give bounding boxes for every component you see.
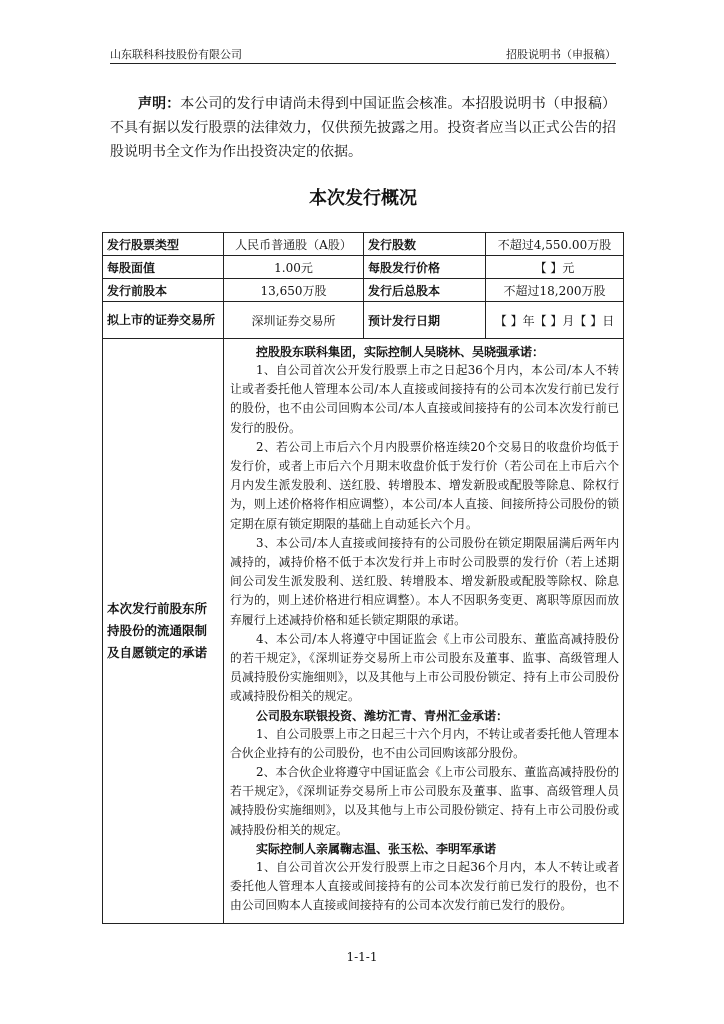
lockup-row <box>103 339 624 924</box>
notice-label: 声明： <box>138 96 181 112</box>
row-value: 不超过4,550.00万股 <box>486 233 624 256</box>
table-row <box>103 302 624 339</box>
row-label: 每股发行价格 <box>364 256 486 279</box>
row-label: 拟上市的证券交易所 <box>103 302 224 339</box>
commitment-paragraph: 1、自公司首次公开发行股票上市之日起36个月内，本人不转让或者委托他人管理本人直接或间接持有的公司本次发行前已发行的股份，也不由公司回购本人直接或间接持有的公司本次发行前已发行的股份。 <box>230 859 619 913</box>
page-number: 1-1-1 <box>346 950 378 964</box>
table-row <box>103 256 624 279</box>
row-value: 人民币普通股（A股） <box>224 233 364 256</box>
table-row <box>103 233 624 256</box>
row-value: 深圳证券交易所 <box>224 302 364 339</box>
notice-text: 本公司的发行申请尚未得到中国证监会核准。本招股说明书（申报稿）不具有据以发行股票的法律效力，仅供预先披露之用。投资者应当以正式公告的招股说明书全文作为作出投资决定的依据。 <box>110 96 617 160</box>
row-value: 1.00元 <box>224 256 364 279</box>
commitment-paragraph: 3、本公司/本人直接或间接持有的公司股份在锁定期限届满后两年内减持的，减持价格不低于本次发行并上市时公司股票的发行价（若上述期间公司发生派发股利、送红股、转增股本、增发新股或配股等除权、除息行为的，则上述价格进行相应调整）。本人不因职务变更、离职等原因而放弃履行上述减持价格和延长锁定期限的承诺。 <box>230 535 619 627</box>
row-value: 13,650万股 <box>224 279 364 302</box>
commitment-paragraph: 1、自公司股票上市之日起三十六个月内，不转让或者委托他人管理本合伙企业持有的公司股份，也不由公司回购该部分股份。 <box>230 726 619 760</box>
lockup-label: 本次发行前股东所持股份的流通限制及自愿锁定的承诺 <box>103 339 224 924</box>
commitment-paragraph: 2、若公司上市后六个月内股票价格连续20个交易日的收盘价均低于发行价，或者上市后六个月期末收盘价低于发行价（若公司在上市后六个月内发生派发股利、送红股、转增股本、增发新股或配股等除息、除权行为，则上述价格将作相应调整），本公司/本人直接、间接所持公司股份的锁定期在原有锁定期限的基础上自动延长六个月。 <box>230 439 619 531</box>
offering-summary-table <box>102 232 624 924</box>
header-company: 山东联科科技股份有限公司 <box>110 48 242 61</box>
commitment-paragraph: 2、本合伙企业将遵守中国证监会《上市公司股东、董监高减持股份的若干规定》，《深圳证券交易所上市公司股东及董事、监事、高级管理人员减持股份实施细则》，以及其他与上市公司股份锁定、持有上市公司股份或减持股份相关的规定。 <box>230 765 619 837</box>
commitment-heading: 实际控制人亲属鞠志温、张玉松、李明军承诺 <box>256 841 497 856</box>
row-label: 发行股票类型 <box>103 233 224 256</box>
page-header <box>110 42 616 62</box>
row-label: 每股面值 <box>103 256 224 279</box>
commitment-heading: 控股股东联科集团，实际控制人吴晓林、吴晓强承诺： <box>256 345 545 359</box>
header-doc-type: 招股说明书（申报稿） <box>506 48 616 61</box>
row-label: 预计发行日期 <box>364 302 486 339</box>
commitment-heading: 公司股东联银投资、潍坊汇青、青州汇金承诺： <box>256 708 509 723</box>
header-rule <box>110 63 616 64</box>
row-value: 【 】年【 】月【 】日 <box>486 302 624 339</box>
commitment-paragraph: 1、自公司首次公开发行股票上市之日起36个月内，本公司/本人不转让或者委托他人管理本公司/本人直接或间接持有的公司本次发行前已发行的股份，也不由公司回购本公司/本人直接或间接持有的公司本次发行前已发行的股份。 <box>230 363 619 435</box>
row-label: 发行后总股本 <box>364 279 486 302</box>
section-title: 本次发行概况 <box>309 188 417 209</box>
disclaimer-notice <box>110 92 616 164</box>
row-value: 不超过18,200万股 <box>486 279 624 302</box>
row-value: 【 】元 <box>486 256 624 279</box>
row-label: 发行前股本 <box>103 279 224 302</box>
table-row <box>103 279 624 302</box>
lockup-commitments <box>224 339 624 924</box>
row-label: 发行股数 <box>364 233 486 256</box>
commitment-paragraph: 4、本公司/本人将遵守中国证监会《上市公司股东、董监高减持股份的若干规定》，《深圳证券交易所上市公司股东及董事、监事、高级管理人员减持股份实施细则》，以及其他与上市公司股份锁定、持有上市公司股份或减持股份相关的规定。 <box>230 631 619 704</box>
